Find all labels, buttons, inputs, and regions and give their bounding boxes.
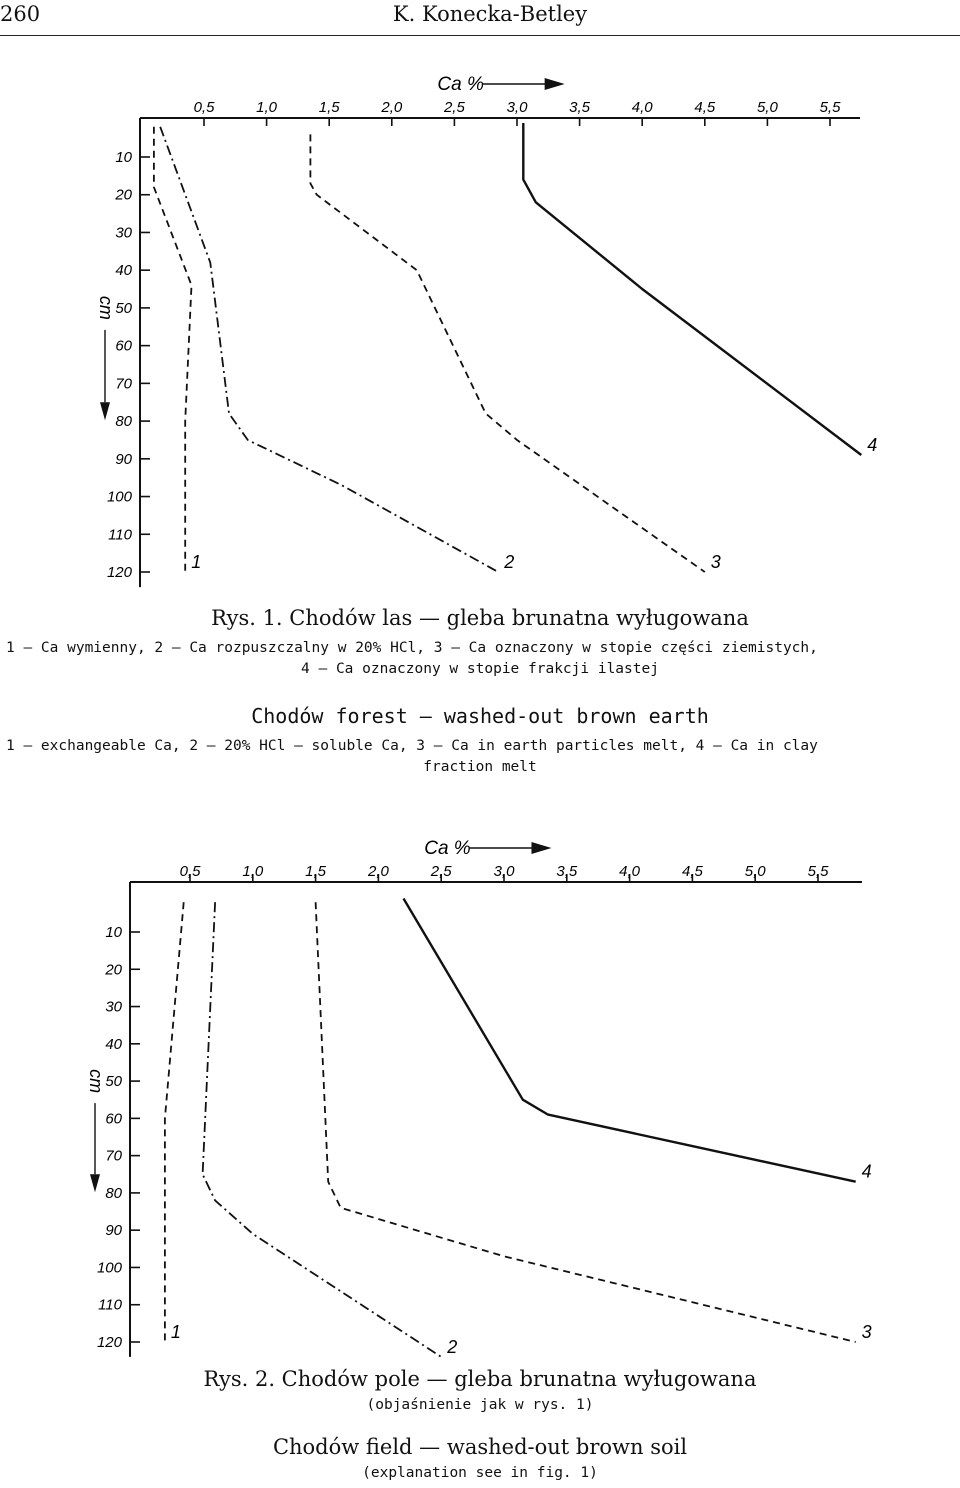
x-tick-label: 1,0 [242, 863, 264, 880]
x-tick-label: 4,0 [631, 99, 653, 116]
figure-1-legend-en-line1: 1 — exchangeable Ca, 2 — 20% HCl — soluble Ca, 3 — Ca in earth particles melt, 4 — Ca in clay [6, 738, 818, 754]
figure-1-chart [0, 60, 960, 590]
series-3-label: 3 [710, 552, 721, 572]
figure-2-title-en: Chodów field — washed-out brown soil [272, 1435, 688, 1459]
x-tick-label: 3,5 [569, 99, 591, 116]
x-tick-label: 3,0 [506, 99, 528, 116]
x-tick-label: 5,0 [744, 863, 766, 880]
x-tick-label: 2,0 [367, 863, 389, 880]
figure-1-title-pl: Rys. 1. Chodów las — gleba brunatna wyługowana [211, 606, 749, 630]
x-tick-label: 4,5 [694, 99, 716, 116]
x-tick-label: 2,5 [430, 863, 452, 880]
x-tick-label: 1,5 [305, 863, 327, 880]
figure-1-legend-pl-line2: 4 — Ca oznaczony w stopie frakcji ilastej [301, 661, 659, 677]
figure-2-note-en: (explanation see in fig. 1) [362, 1465, 598, 1481]
series-1-label: 1 [170, 1322, 181, 1342]
y-tick-label: 20 [115, 186, 132, 204]
y-tick-label: 90 [105, 1222, 122, 1240]
x-axis-label: Ca % [437, 74, 484, 95]
series-1-curve [154, 127, 192, 572]
x-tick-label: 2,0 [381, 99, 403, 116]
y-tick-label: 10 [105, 924, 122, 941]
series-4-label: 4 [867, 435, 878, 456]
series-1-curve [165, 902, 184, 1342]
series-4-label: 4 [861, 1161, 872, 1182]
series-2-label: 2 [504, 552, 515, 572]
series-3-curve [310, 134, 704, 572]
figure-1-legend-pl-line1: 1 — Ca wymienny, 2 — Ca rozpuszczalny w 20% HCl, 3 — Ca oznaczony w stopie części ziemistych, [6, 640, 818, 656]
y-tick-label: 90 [115, 450, 132, 468]
running-head-author: K. Konecka-Betley [392, 2, 588, 26]
series-2-label: 2 [447, 1336, 458, 1357]
series-4-curve [523, 123, 861, 455]
x-axis-label: Ca % [424, 838, 471, 859]
series-3-label: 3 [861, 1322, 872, 1342]
x-tick-label: 0,5 [179, 863, 201, 880]
x-tick-label: 4,5 [681, 863, 703, 880]
x-tick-label: 5,5 [807, 863, 829, 880]
x-tick-label: 4,0 [619, 863, 641, 880]
y-tick-label: 20 [105, 961, 122, 979]
y-tick-label: 100 [106, 488, 132, 506]
y-tick-label: 80 [105, 1184, 122, 1202]
chart-2-axes [86, 838, 862, 1357]
y-tick-label: 50 [105, 1073, 122, 1091]
x-tick-label: 3,0 [493, 863, 515, 880]
x-tick-label: 2,5 [443, 99, 465, 116]
x-tick-label: 5,5 [819, 99, 841, 116]
x-axis-arrow-head [545, 78, 565, 90]
y-tick-label: 80 [115, 413, 132, 431]
y-tick-label: 120 [106, 564, 132, 581]
y-tick-label: 10 [115, 149, 132, 166]
y-tick-label: 110 [108, 526, 132, 544]
series-1-label: 1 [191, 552, 202, 572]
y-tick-label: 30 [115, 224, 132, 242]
y-tick-label: 70 [105, 1147, 122, 1165]
series-2-curve [160, 127, 498, 572]
figure-1-legend-en-line2: fraction melt [423, 759, 537, 775]
page-number: 260 [0, 2, 41, 26]
y-tick-label: 100 [96, 1259, 122, 1277]
series-2-curve [203, 902, 442, 1357]
y-tick-label: 110 [98, 1296, 122, 1314]
x-tick-label: 5,0 [756, 99, 778, 116]
y-axis-label: cm [86, 1069, 106, 1094]
figure-2-chart [0, 830, 960, 1360]
y-axis-label: cm [96, 295, 116, 320]
chart-1-axes [96, 74, 860, 587]
figure-2-note-pl: (objaśnienie jak w rys. 1) [366, 1397, 594, 1413]
header-rule [0, 35, 960, 36]
y-tick-label: 70 [115, 375, 132, 393]
y-tick-label: 50 [115, 299, 132, 317]
figure-2-title-pl: Rys. 2. Chodów pole — gleba brunatna wyługowana [203, 1367, 757, 1391]
x-axis-arrow-head [531, 842, 551, 854]
y-tick-label: 60 [115, 337, 132, 355]
x-tick-label: 1,0 [256, 99, 278, 116]
series-4-curve [404, 899, 856, 1182]
y-tick-label: 60 [105, 1110, 122, 1128]
y-axis-arrow-head [100, 402, 110, 420]
x-tick-label: 1,5 [318, 99, 340, 116]
y-tick-label: 40 [115, 262, 132, 280]
y-tick-label: 120 [96, 1334, 122, 1351]
x-tick-label: 3,5 [556, 863, 578, 880]
y-tick-label: 40 [105, 1035, 122, 1053]
x-tick-label: 0,5 [193, 99, 215, 116]
figure-1-title-en: Chodów forest — washed-out brown earth [251, 704, 709, 728]
y-tick-label: 30 [105, 998, 122, 1016]
y-axis-arrow-head [90, 1174, 100, 1192]
